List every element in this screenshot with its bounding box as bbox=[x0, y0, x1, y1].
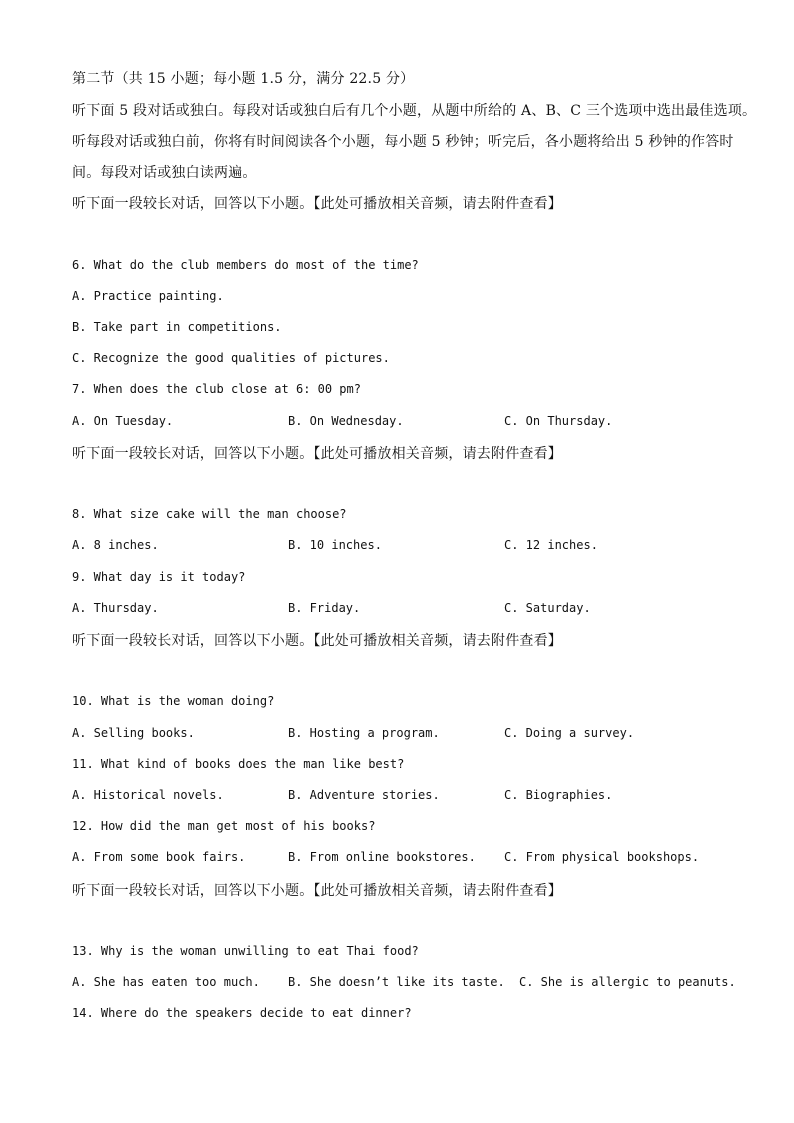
question-13-stem: 13. Why is the woman unwilling to eat Thai food? bbox=[72, 944, 419, 958]
question-12-option-c: C. From physical bookshops. bbox=[504, 850, 700, 864]
question-6-stem: 6. What do the club members do most of the time? bbox=[72, 258, 419, 272]
question-6-option-c: C. Recognize the good qualities of pictures. bbox=[72, 351, 390, 365]
question-7-stem: 7. When does the club close at 6: 00 pm? bbox=[72, 382, 361, 396]
question-8-option-b: B. 10 inches. bbox=[288, 538, 382, 552]
question-14-stem: 14. Where do the speakers decide to eat dinner? bbox=[72, 1006, 412, 1020]
passage-intro-4: 听下面一段较长对话，回答以下小题。【此处可播放相关音频，请去附件查看】 bbox=[72, 883, 562, 899]
question-8-option-c: C. 12 inches. bbox=[504, 538, 598, 552]
passage-intro-1: 听下面一段较长对话，回答以下小题。【此处可播放相关音频，请去附件查看】 bbox=[72, 196, 562, 212]
question-10-option-a: A. Selling books. bbox=[72, 726, 195, 740]
question-11-option-c: C. Biographies. bbox=[504, 788, 613, 802]
question-7-option-b: B. On Wednesday. bbox=[288, 414, 404, 428]
instruction-line-1: 听下面 5 段对话或独白。每段对话或独白后有几个小题，从题中所给的 A、B、C 三个选项中选出最佳选项。 bbox=[72, 103, 757, 119]
question-9-option-b: B. Friday. bbox=[288, 601, 361, 615]
question-10-option-b: B. Hosting a program. bbox=[288, 726, 440, 740]
question-10-option-c: C. Doing a survey. bbox=[504, 726, 635, 740]
question-10-stem: 10. What is the woman doing? bbox=[72, 694, 275, 708]
instruction-line-3: 间。每段对话或独白读两遍。 bbox=[72, 165, 257, 181]
question-13-option-c: C. She is allergic to peanuts. bbox=[519, 975, 736, 989]
question-6-option-b: B. Take part in competitions. bbox=[72, 320, 282, 334]
passage-intro-2: 听下面一段较长对话，回答以下小题。【此处可播放相关音频，请去附件查看】 bbox=[72, 446, 562, 462]
instruction-line-2: 听每段对话或独白前，你将有时间阅读各个小题，每小题 5 秒钟；听完后，各小题将给出 5 秒钟的作答时 bbox=[72, 134, 734, 150]
question-7-option-a: A. On Tuesday. bbox=[72, 414, 174, 428]
question-9-option-c: C. Saturday. bbox=[504, 601, 591, 615]
question-8-stem: 8. What size cake will the man choose? bbox=[72, 507, 347, 521]
question-6-option-a: A. Practice painting. bbox=[72, 289, 224, 303]
question-13-option-b: B. She doesn’t like its taste. bbox=[288, 975, 505, 989]
question-13-option-a: A. She has eaten too much. bbox=[72, 975, 260, 989]
question-12-stem: 12. How did the man get most of his books? bbox=[72, 819, 376, 833]
question-12-option-a: A. From some book fairs. bbox=[72, 850, 246, 864]
passage-intro-3: 听下面一段较长对话，回答以下小题。【此处可播放相关音频，请去附件查看】 bbox=[72, 633, 562, 649]
question-9-option-a: A. Thursday. bbox=[72, 601, 159, 615]
question-8-option-a: A. 8 inches. bbox=[72, 538, 159, 552]
question-7-option-c: C. On Thursday. bbox=[504, 414, 613, 428]
question-12-option-b: B. From online bookstores. bbox=[288, 850, 476, 864]
question-11-option-a: A. Historical novels. bbox=[72, 788, 224, 802]
question-11-stem: 11. What kind of books does the man like best? bbox=[72, 757, 405, 771]
section-heading: 第二节（共 15 小题；每小题 1.5 分，满分 22.5 分） bbox=[72, 71, 415, 87]
question-11-option-b: B. Adventure stories. bbox=[288, 788, 440, 802]
question-9-stem: 9. What day is it today? bbox=[72, 570, 246, 584]
